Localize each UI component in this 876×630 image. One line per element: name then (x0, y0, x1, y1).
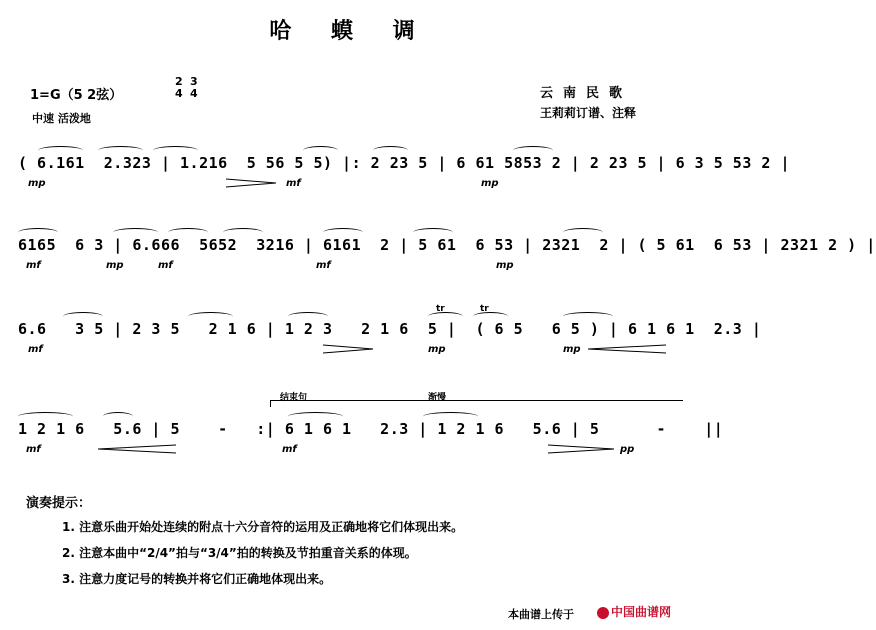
site-logo[interactable] (597, 603, 671, 620)
ritardando-label: 渐慢 (428, 393, 447, 403)
notation-line: 1 2 1 6 5.6 | 5 - :| 6 1 6 1 2.3 | 1 2 1 6 5.6 | 5 - || (18, 420, 724, 438)
upload-note: 本曲谱上传于 (508, 608, 574, 621)
dynamic-mark: mp (481, 178, 499, 189)
score-title: 哈 蟆 调 (269, 19, 431, 44)
hint-item: 3. 注意力度记号的转换并将它们正确地体现出来。 (62, 572, 332, 586)
trill-mark: tr (436, 304, 445, 314)
meter-denominator: 4 (175, 87, 183, 100)
notation-line: ( 6.161 2.323 | 1.216 5 56 5 5) |: 2 23 5 | 6 61 5853 2 | 2 23 5 | 6 3 5 53 2 | (18, 154, 790, 172)
song-origin: 云南民歌 (540, 86, 633, 101)
ending-bracket (270, 400, 683, 407)
dynamic-mark: mf (282, 444, 297, 455)
hint-item: 2. 注意本曲中“2/4”拍与“3/4”拍的转换及节拍重音关系的体现。 (62, 546, 417, 560)
dynamic-mark: mp (563, 344, 581, 355)
crescendo-hairpin (98, 444, 178, 454)
crescendo-hairpin (588, 344, 668, 354)
trill-mark: tr (480, 304, 489, 314)
notation-line: 6.6 3 5 | 2 3 5 2 1 6 | 1 2 3 2 1 6 5 | ( 6 5 6 5 ) | 6 1 6 1 2.3 | (18, 320, 762, 338)
staff-line-2 (18, 230, 876, 272)
logo-icon (597, 607, 609, 619)
time-signature-2-4 (175, 76, 183, 100)
meter-numerator: 3 (190, 75, 198, 88)
meter-numerator: 2 (175, 75, 183, 88)
dynamic-mark: mf (28, 344, 43, 355)
dynamic-mark: pp (620, 444, 635, 455)
decrescendo-hairpin (323, 344, 375, 354)
site-logo-text: 中国曲谱网 (611, 605, 672, 619)
dynamic-mark: mf (26, 444, 41, 455)
dynamic-mark: mf (158, 260, 173, 271)
dynamic-mark: mp (496, 260, 514, 271)
staff-line-1 (18, 148, 790, 190)
staff-line-4 (18, 393, 724, 456)
dynamic-mark: mp (28, 178, 46, 189)
performance-hints-heading: 演奏提示： (26, 496, 92, 511)
ending-label: 结束句 (280, 393, 308, 403)
time-signature-3-4 (190, 76, 198, 100)
editor-credit: 王莉莉订谱、注释 (540, 106, 637, 120)
dynamic-mark: mp (106, 260, 124, 271)
dynamic-mark: mf (286, 178, 301, 189)
staff-line-3 (18, 304, 762, 356)
decrescendo-hairpin (548, 444, 616, 454)
dynamic-mark: mp (428, 344, 446, 355)
notation-line: 6165 6 3 | 6.666 5652 3216 | 6161 2 | 5 61 6 53 | 2321 2 | ( 5 61 6 53 | 2321 2 ) | (18, 236, 876, 254)
decrescendo-hairpin (226, 178, 278, 188)
key-signature: 1=G（5 2弦） (30, 88, 123, 103)
dynamic-mark: mf (26, 260, 41, 271)
hint-item: 1. 注意乐曲开始处连续的附点十六分音符的运用及正确地将它们体现出来。 (62, 520, 464, 534)
meter-denominator: 4 (190, 87, 198, 100)
dynamic-mark: mf (316, 260, 331, 271)
tempo-marking: 中速 活泼地 (32, 112, 91, 125)
